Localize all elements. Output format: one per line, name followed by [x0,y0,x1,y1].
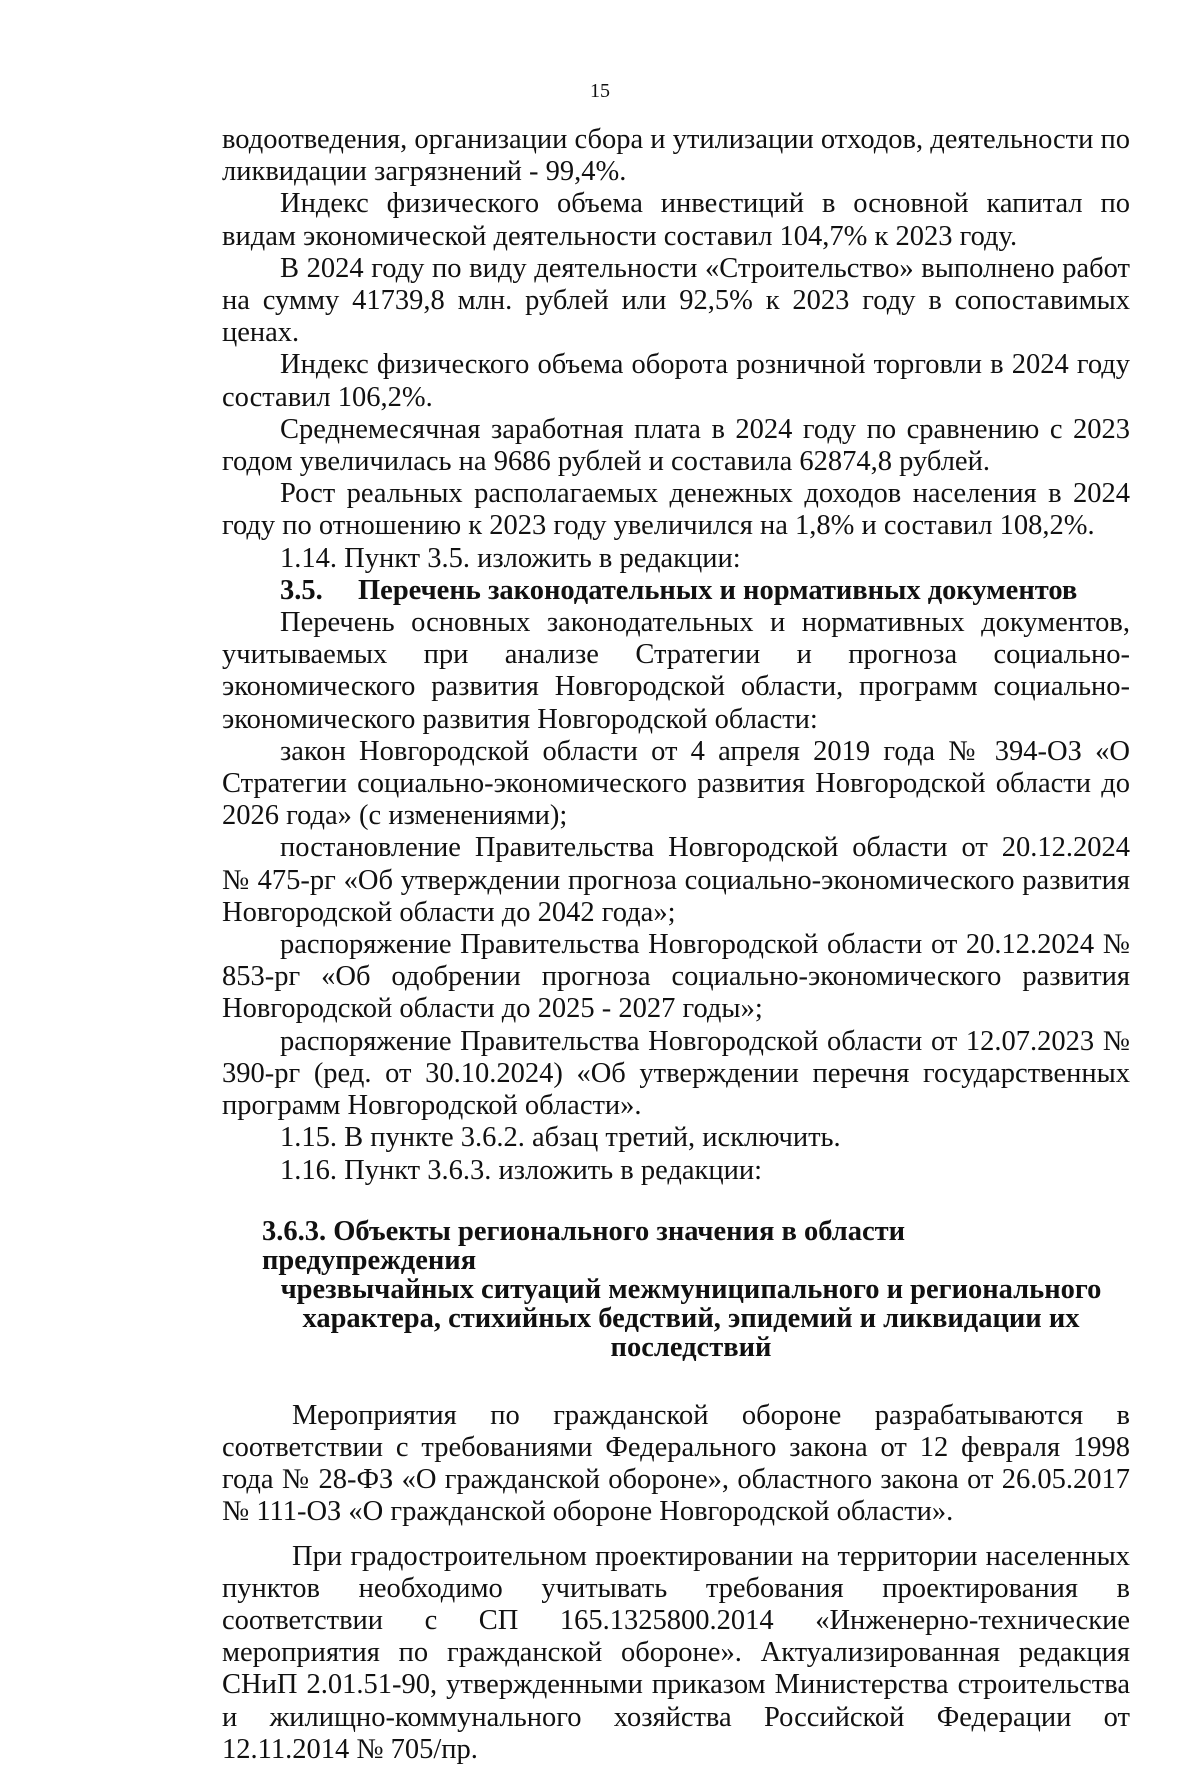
paragraph: При градостроительном проектировании на территории населенных пунктов необходимо учитывать требования проектирования в соответствии с СП 165.1325800.2014 «Инженерно-технические мероприятия по гражданской обороне». Актуализированная редакция СНиП 2.01.51-90, утвержденными приказом Министерства строительства и жилищно-коммунального хозяйства Российской Федерации от 12.11.2014 № 705/пр. [222,1540,1130,1765]
paragraph: Перечень основных законодательных и нормативных документов, учитываемых при анализе Стратегии и прогноза социально-экономического развития Новгородской области, программ социально-экономического развития Новгородской области: [222,607,1130,735]
list-item: закон Новгородской области от 4 апреля 2019 года № 394-ОЗ «О Стратегии социально-экономического развития Новгородской области до 2026 года» (с изменениями); [222,735,1130,832]
paragraph: Индекс физического объема инвестиций в основной капитал по видам экономической деятельности составил 104,7% к 2023 году. [222,188,1130,252]
section-title: Перечень законодательных и нормативных документов [358,574,1078,606]
section-heading-3-6-3 [222,1217,1130,1362]
section-heading-3-5 [222,575,1130,607]
section-number: 3.5. [280,574,323,606]
paragraph: 1.16. Пункт 3.6.3. изложить в редакции: [280,1154,763,1186]
list-item: распоряжение Правительства Новгородской области от 20.12.2024 № 853-рг «Об одобрении прогноза социально-экономического развития Новгородской области до 2025 - 2027 годы»; [222,929,1130,1025]
paragraph: водоотведения, организации сбора и утилизации отходов, деятельности по ликвидации загрязнений - 99,4%. [222,124,1131,188]
paragraph: В 2024 году по виду деятельности «Строительство» выполнено работ на сумму 41739,8 млн. рублей или 92,5% к 2023 году в сопоставимых ценах. [222,252,1130,349]
page-number: 15 [590,80,610,102]
section-heading-line1: 3.6.3. Объекты регионального значения в области предупреждения [262,1215,906,1276]
list-item: постановление Правительства Новгородской области от 20.12.2024 № 475-рг «Об утверждении прогноза социально-экономического развития Новгородской области до 2042 года»; [222,832,1130,928]
paragraph: 1.15. В пункте 3.6.2. абзац третий, исключить. [280,1122,841,1154]
list-item: распоряжение Правительства Новгородской области от 12.07.2023 № 390-рг (ред. от 30.10.2024) «Об утверждении перечня государственных программ Новгородской области». [222,1025,1130,1122]
paragraph: Среднемесячная заработная плата в 2024 году по сравнению с 2023 годом увеличилась на 9686 рублей и составила 62874,8 рублей. [222,413,1130,478]
paragraph: Мероприятия по гражданской обороне разрабатываются в соответствии с требованиями Федерального закона от 12 февраля 1998 года № 28-ФЗ «О гражданской обороне», областного закона от 26.05.2017 № 111-ОЗ «О гражданской обороне Новгородской области». [222,1399,1130,1528]
paragraph: Индекс физического объема оборота розничной торговли в 2024 году составил 106,2%. [222,349,1130,413]
paragraph: Рост реальных располагаемых денежных доходов населения в 2024 году по отношению к 2023 году увеличился на 1,8% и составил 108,2%. [222,478,1130,542]
paragraph: 1.14. Пункт 3.5. изложить в редакции: [280,542,741,574]
document-body [222,124,1130,1766]
section-heading-rest: чрезвычайных ситуаций межмуниципального и регионального характера, стихийных бедствий, эпидемий и ликвидации их последствий [280,1273,1102,1363]
